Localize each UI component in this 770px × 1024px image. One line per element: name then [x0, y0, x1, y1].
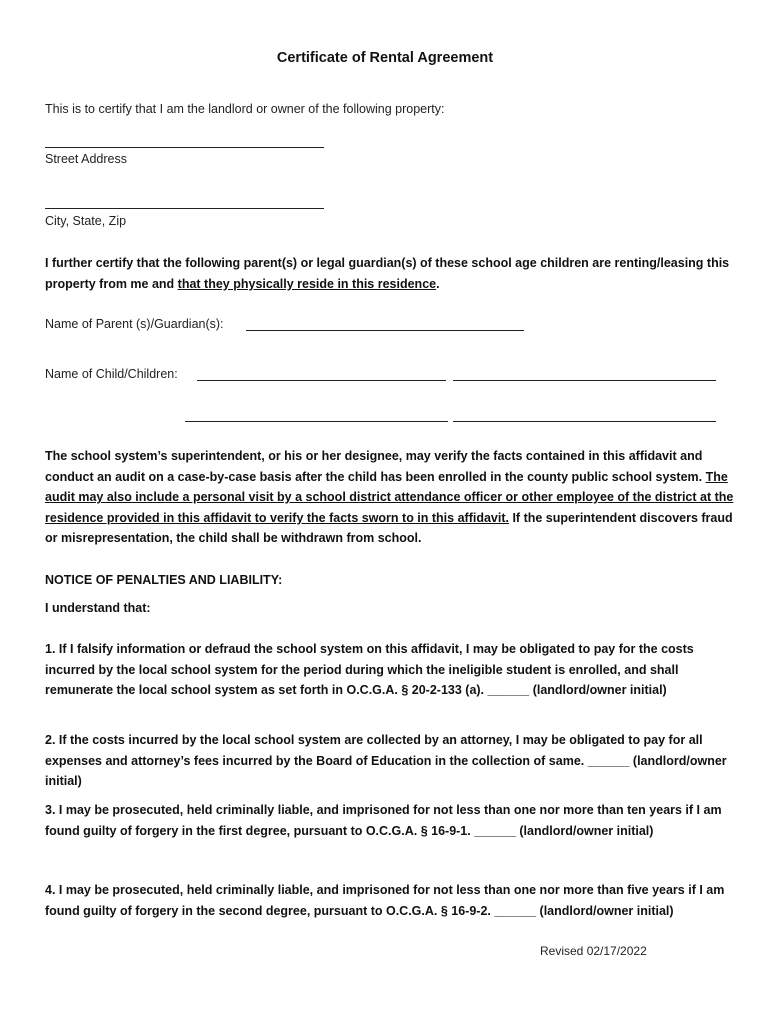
street-address-label: Street Address	[45, 152, 127, 166]
child-line-4[interactable]	[453, 421, 716, 422]
audit-paragraph	[45, 446, 735, 549]
certify-period: .	[436, 276, 440, 291]
revised-date: Revised 02/17/2022	[540, 944, 647, 958]
penalty-item-3: 3. I may be prosecuted, held criminally liable, and imprisoned for not less than one nor more than ten years if I am found guilty of forgery in the first degree, pursuant to O.C.G.A. § 16-9-1. ______ (landlord/owner initial)	[45, 803, 722, 838]
document-title: Certificate of Rental Agreement	[276, 50, 494, 66]
child-children-label: Name of Child/Children:	[45, 367, 178, 381]
certify-underlined-text: that they physically reside in this residence	[177, 276, 437, 291]
certify-paragraph	[45, 253, 735, 294]
city-state-zip-line[interactable]	[45, 208, 324, 209]
audit-text-2: If the superintendent discovers fraud or misrepresentation, the child shall be withdrawn from school.	[45, 510, 733, 546]
child-line-2[interactable]	[453, 380, 716, 381]
audit-underlined-text: The audit may also include a personal visit by a school district attendance officer or other employee of the district at the residence provided in this affidavit to verify the facts sworn to in this affidavit.	[45, 469, 734, 525]
penalty-item-1: 1. If I falsify information or defraud the school system on this affidavit, I may be obligated to pay for the costs incurred by the local school system for the period during which the ineligible student is enrolled, and shall remunerate the local school system as set forth in O.C.G.A. § 20-2-133 (a). ______ (landlord/owner initial)	[45, 642, 694, 698]
penalty-item-4: 4. I may be prosecuted, held criminally liable, and imprisoned for not less than one nor more than five years if I am found guilty of forgery in the second degree, pursuant to O.C.G.A. § 16-9-2. ______ (landlord/owner initial)	[45, 883, 725, 918]
child-line-3[interactable]	[185, 421, 448, 422]
notice-heading: NOTICE OF PENALTIES AND LIABILITY:	[45, 573, 283, 587]
parent-guardian-line[interactable]	[246, 330, 524, 331]
certify-text: I further certify that the following parent(s) or legal guardian(s) of these school age children are renting/leasing this property from me and	[45, 256, 730, 291]
street-address-line[interactable]	[45, 147, 324, 148]
understand-text: I understand that:	[45, 601, 151, 615]
city-state-zip-label: City, State, Zip	[45, 214, 127, 228]
parent-guardian-label: Name of Parent (s)/Guardian(s):	[45, 317, 224, 331]
audit-text-1: The school system’s superintendent, or his or her designee, may verify the facts contained in this affidavit and conduct an audit on a case-by-case basis after the child has been enrolled in the county public school system.	[45, 449, 706, 484]
intro-text: This is to certify that I am the landlord or owner of the following property:	[45, 102, 445, 116]
penalty-item-2: 2. If the costs incurred by the local school system are collected by an attorney, I may be obligated to pay for all expenses and attorney’s fees incurred by the Board of Education in the collection of same. ______ (landlord/owner initial)	[45, 733, 727, 789]
child-line-1[interactable]	[197, 380, 446, 381]
